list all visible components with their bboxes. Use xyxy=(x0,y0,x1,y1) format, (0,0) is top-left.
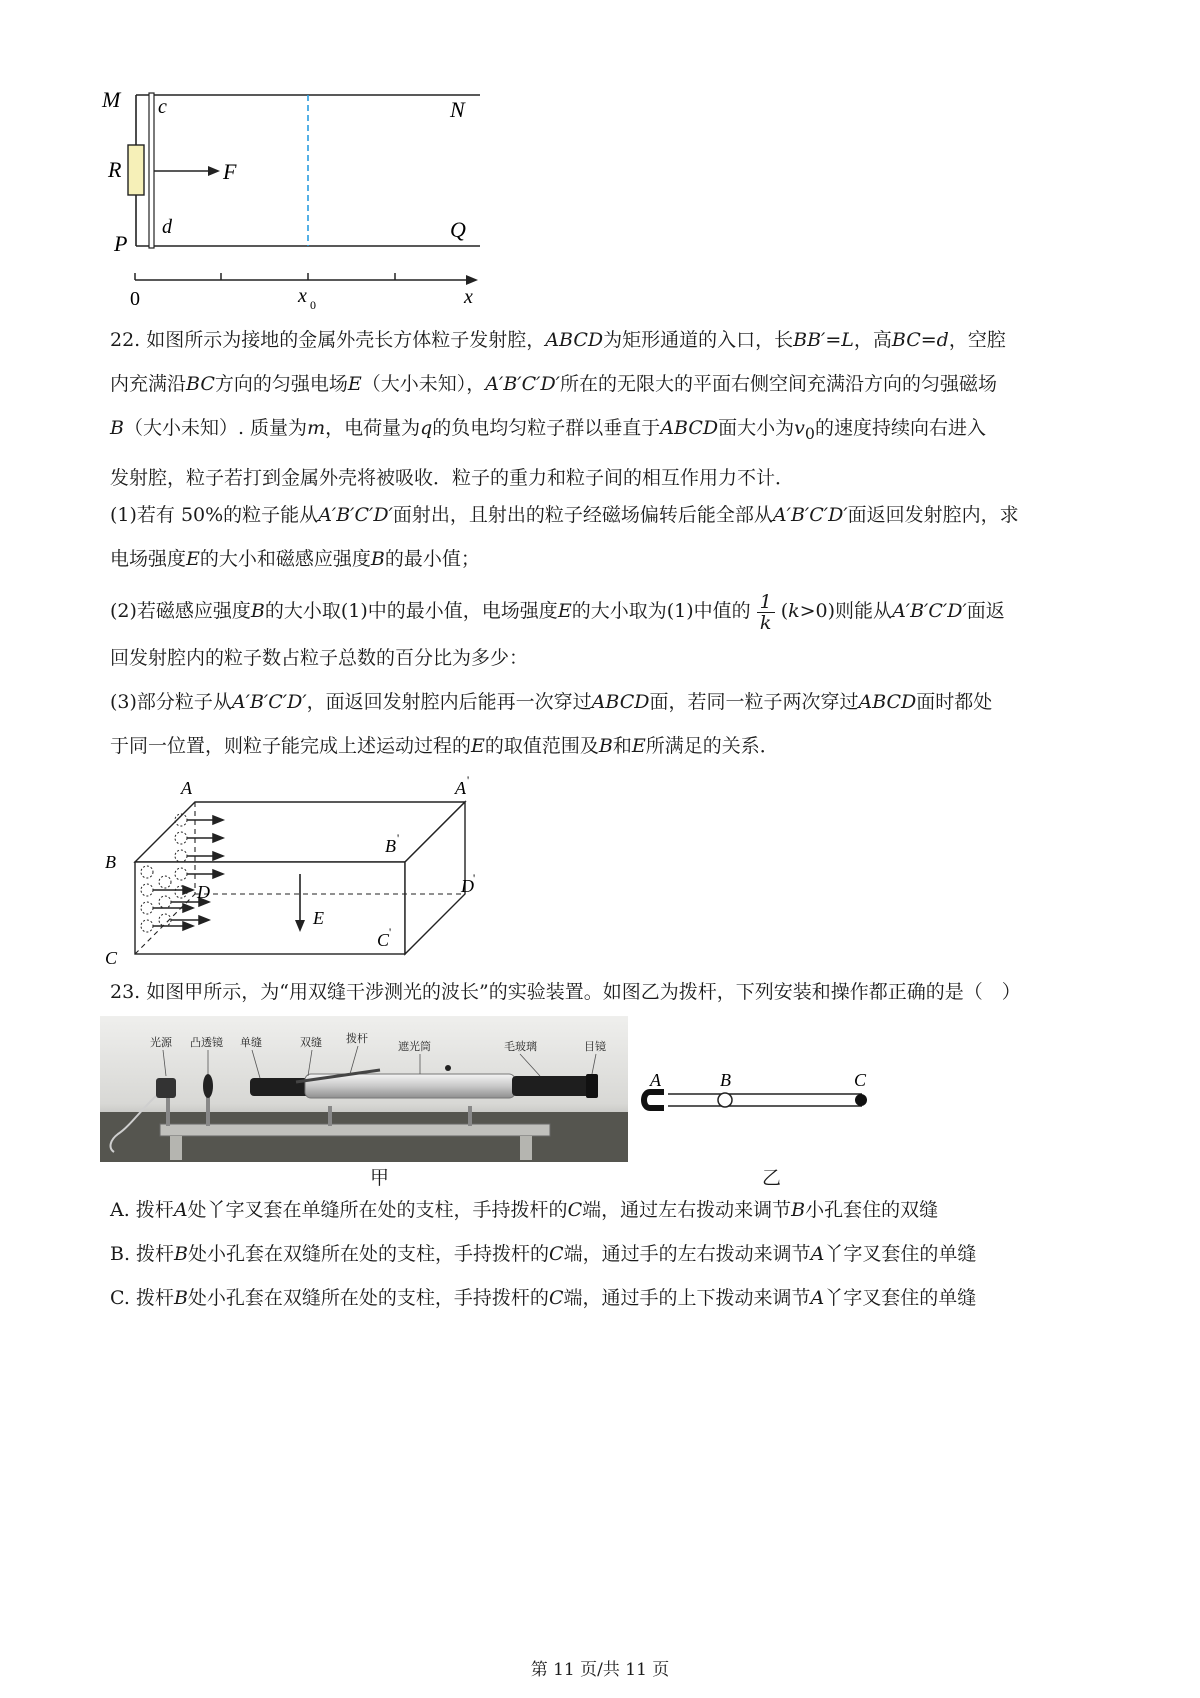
lever-figure xyxy=(640,1070,880,1120)
caption-jia: 甲 xyxy=(370,1167,390,1189)
photo-label-lever: 拨杆 xyxy=(346,1032,368,1045)
label-M: M xyxy=(102,87,121,112)
q22-stem xyxy=(110,318,1100,500)
label-x0-sub: 0 xyxy=(310,298,316,312)
q22-number: 22. xyxy=(110,329,141,351)
photo-label-double: 双缝 xyxy=(300,1036,322,1049)
label-F: F xyxy=(223,159,237,184)
label-c: c xyxy=(158,96,167,118)
rod-cd xyxy=(149,93,154,248)
q23-options xyxy=(110,1188,1100,1320)
lever-label-C: C xyxy=(854,1070,867,1090)
cavity-figure xyxy=(95,772,515,972)
q22-line-1: 22. 如图所示为接地的金属外壳长方体粒子发射腔，ABCD为矩形通道的入口，长BB′=L，高BC=d，空腔 xyxy=(110,329,1006,351)
label-A-prime-mark: ' xyxy=(467,773,470,787)
resistor xyxy=(128,145,144,195)
hole-B xyxy=(718,1093,732,1107)
label-C: C xyxy=(105,948,118,968)
q22-part-1: (1)若有 50%的粒子能从A′B′C′D′面射出，且射出的粒子经磁场偏转后能全部从A′B′C′D′面返回发射腔内，求 电场强度E的大小和磁感应强度B的最小值； xyxy=(110,504,1019,570)
photo-label-single: 单缝 xyxy=(240,1036,262,1049)
label-N: N xyxy=(450,97,465,122)
photo-label-light: 光源 xyxy=(150,1036,172,1049)
label-Q: Q xyxy=(450,217,466,242)
lever-label-A: A xyxy=(650,1070,661,1090)
option-A[interactable]: A. 拨杆A处丫字叉套在单缝所在处的支柱，手持拨杆的C端，通过左右拨动来调节B小孔套住的双缝 xyxy=(110,1199,939,1221)
fork-end-A xyxy=(644,1092,664,1108)
label-origin: 0 xyxy=(130,288,140,310)
page-footer: 第 11 页/共 11 页 xyxy=(530,1660,670,1680)
q22-line-2: 内充满沿BC方向的匀强电场E（大小未知），A′B′C′D′所在的无限大的平面右侧空间充满沿方向的匀强磁场 xyxy=(110,373,998,395)
option-C[interactable]: C. 拨杆B处小孔套在双缝所在处的支柱，手持拨杆的C端，通过手的上下拨动来调节A丫字叉套住的单缝 xyxy=(110,1287,977,1309)
photo-label-glass: 毛玻璃 xyxy=(504,1040,537,1053)
label-x0: x xyxy=(298,285,307,307)
rail-figure xyxy=(100,85,500,315)
optical-rail xyxy=(160,1124,550,1136)
light-source xyxy=(156,1078,176,1098)
label-P: P xyxy=(114,231,128,256)
q23-number: 23. xyxy=(110,981,141,1003)
photo-label-eyepiece: 目镜 xyxy=(584,1040,606,1053)
label-A: A xyxy=(181,778,192,798)
q22-line-3: B（大小未知）. 质量为m，电荷量为q的负电均匀粒子群以垂直于ABCD面大小为$v_0$的速度持续向右进入 xyxy=(110,417,986,443)
q22-part-3: (3)部分粒子从A′B′C′D′，面返回发射腔内后能再一次穿过ABCD面，若同一粒子两次穿过ABCD面时都处 于同一位置，则粒子能完成上述运动过程的E的取值范围及B和E所满足的关系． xyxy=(110,691,993,757)
label-D-prime: D xyxy=(461,876,474,896)
q22-line-4: 发射腔，粒子若打到金属外壳将被吸收．粒子的重力和粒子间的相互作用力不计． xyxy=(110,466,795,489)
label-C-prime: C xyxy=(377,930,390,950)
photo-label-lens: 凸透镜 xyxy=(190,1036,223,1049)
q22-part-2: (2)若磁感应强度B的大小取(1)中的最小值，电场强度E的大小取为(1)中值的 $\frac{1}{k}$ (k>0)则能从A′B′C′D′面返 回发射腔内的粒子数占粒子总数的百分比为多少： xyxy=(110,590,1005,669)
option-B[interactable]: B. 拨杆B处小孔套在双缝所在处的支柱，手持拨杆的C端，通过手的左右拨动来调节A丫字叉套住的单缝 xyxy=(110,1243,977,1265)
label-B-prime: B xyxy=(385,836,396,856)
label-B: B xyxy=(105,852,116,872)
convex-lens xyxy=(203,1074,213,1098)
label-R: R xyxy=(108,157,122,182)
label-A-prime: A xyxy=(455,778,466,798)
label-d: d xyxy=(162,216,172,238)
label-x-axis: x xyxy=(464,286,473,308)
force-arrow xyxy=(208,166,220,176)
lever-label-B: B xyxy=(720,1070,731,1090)
label-D: D xyxy=(197,882,210,902)
label-E: E xyxy=(313,908,324,928)
label-B-prime-mark: ' xyxy=(397,831,400,845)
fraction-1-over-k: $\frac{1}{k}$ xyxy=(757,592,775,633)
label-C-prime-mark: ' xyxy=(389,925,392,939)
caption-yi: 乙 xyxy=(762,1167,782,1189)
q23-stem: 23. 如图甲所示，为“用双缝干涉测光的波长”的实验装置。如图乙为拨杆，下列安装和操作都正确的是（ ） xyxy=(110,981,1021,1003)
apparatus-photo xyxy=(100,1016,628,1162)
ground-glass-eyepiece xyxy=(512,1076,592,1096)
end-C xyxy=(855,1094,867,1106)
photo-label-tube: 遮光筒 xyxy=(398,1040,431,1053)
label-D-prime-mark: ' xyxy=(473,871,476,885)
